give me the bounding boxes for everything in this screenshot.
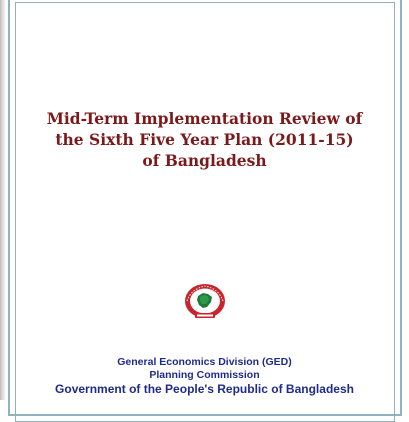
document-title	[20, 108, 389, 171]
commission-label: Planning Commission	[149, 369, 260, 381]
title-line-2: the Sixth Five Year Plan (2011-15)	[55, 130, 354, 149]
page-edge-shadow	[0, 0, 6, 400]
government-seal-icon	[183, 283, 227, 321]
title-line-3: of Bangladesh	[142, 151, 267, 170]
title-line-1: Mid-Term Implementation Review of	[46, 109, 363, 128]
publisher-block	[20, 356, 389, 397]
government-label: Government of the People's Republic of Bangladesh	[55, 382, 354, 396]
division-label: General Economics Division (GED)	[117, 356, 292, 368]
